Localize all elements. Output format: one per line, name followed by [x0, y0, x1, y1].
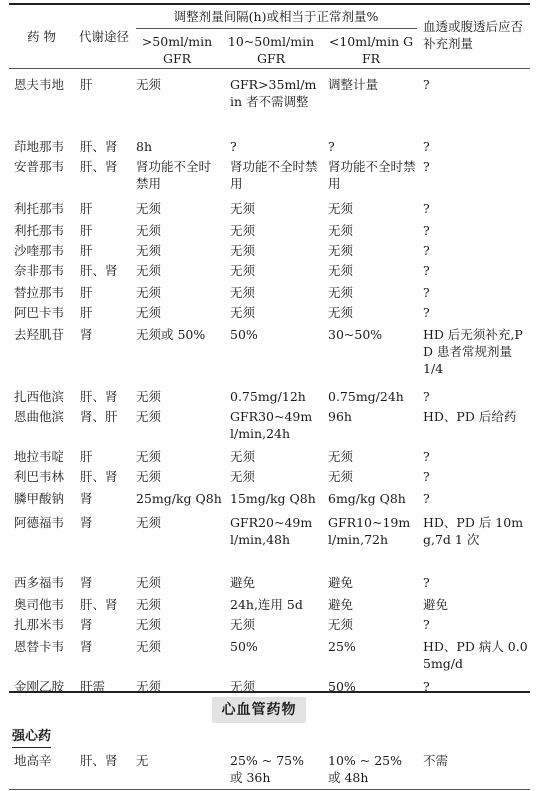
cell-c1: 无须: [136, 201, 162, 216]
cell-c2: 无须: [230, 679, 256, 694]
cell-c2: 24h,连用 5d: [230, 597, 303, 612]
cell-c1: 无须: [136, 305, 162, 320]
cell-c3: 无须: [328, 223, 354, 238]
cell-drug: 沙喹那韦: [14, 243, 65, 258]
cell-c3: 避免: [328, 575, 354, 590]
cell-c1: 肾功能不全时禁用: [136, 159, 212, 191]
cell-d: 避免: [423, 597, 449, 612]
section-title: 心血管药物: [212, 697, 306, 723]
cell-c2: 15mg/kg Q8h: [230, 491, 316, 506]
cell-c1: 无须: [136, 515, 162, 530]
table-top-rule: [9, 3, 530, 5]
cell-route: 肝: [80, 223, 93, 238]
header-dose-span: 调整剂量间隔(h)或相当于正常剂量%: [173, 9, 379, 24]
cell-drug: 奥司他韦: [14, 597, 65, 612]
cell-drug: 扎西他滨: [14, 389, 65, 404]
cell-route: 肝: [80, 77, 93, 92]
cell-route: 肾: [80, 575, 93, 590]
cell-c2: 50%: [230, 639, 258, 654]
cell-route: 肝: [80, 201, 93, 216]
cell-c2: 肾功能不全时禁用: [230, 159, 318, 191]
cell-d: ?: [423, 389, 430, 404]
cell-c1: 8h: [136, 139, 153, 154]
cell-d: ?: [423, 305, 430, 320]
cell-c2: 50%: [230, 327, 258, 342]
header-drug: 药 物: [27, 29, 56, 44]
cell-c3: 调整计量: [328, 77, 379, 92]
cell-drug: 茚地那韦: [14, 139, 65, 154]
cell-drug: 安普那韦: [14, 159, 65, 174]
cell-route: 肾: [80, 327, 93, 342]
cell-d: ?: [423, 285, 430, 300]
cell-c3: 无须: [328, 263, 354, 278]
last-row-gfr-low: 10% ~ 25% 或 48h: [328, 753, 402, 785]
cell-d: ?: [423, 223, 430, 238]
cell-drug: 利托那韦: [14, 201, 65, 216]
cell-d: HD、PD 后 10mg,7d 1 次: [423, 515, 524, 547]
cell-route: 肝、肾: [80, 139, 118, 154]
header-route: 代谢途径: [78, 29, 129, 44]
final-rule: [9, 789, 530, 790]
cell-d: ?: [423, 243, 430, 258]
cell-route: 肾、肝: [80, 409, 118, 424]
cell-route: 肝: [80, 285, 93, 300]
cell-drug: 去羟肌苷: [14, 327, 65, 342]
cell-c2: GFR30~49ml/min,24h: [230, 409, 313, 441]
cell-route: 肾: [80, 617, 93, 632]
last-row-dialysis: 不需: [423, 753, 449, 768]
cell-drug: 恩夫韦地: [14, 77, 65, 92]
cell-drug: 恩曲他滨: [14, 409, 65, 424]
cell-drug: 奈非那韦: [14, 263, 65, 278]
cell-c2: GFR20~49ml/min,48h: [230, 515, 313, 547]
cell-c1: 无须: [136, 77, 162, 92]
cell-c1: 无须: [136, 639, 162, 654]
header-gfr-high: >50ml/min GFR: [141, 34, 213, 66]
cell-c2: 无须: [230, 285, 256, 300]
cell-c2: 无须: [230, 243, 256, 258]
cell-c2: GFR>35ml/min 者不需调整: [230, 77, 317, 109]
cell-drug: 利托那韦: [14, 223, 65, 238]
cell-c2: 无须: [230, 263, 256, 278]
header-gfr-mid: 10~50ml/min GFR: [227, 34, 315, 66]
cell-route: 肾: [80, 491, 93, 506]
cell-drug: 阿巴卡韦: [14, 305, 65, 320]
last-row-gfr-mid: 25% ~ 75% 或 36h: [230, 753, 304, 785]
cell-d: ?: [423, 449, 430, 464]
cell-d: ?: [423, 201, 430, 216]
cell-c1: 无须: [136, 449, 162, 464]
cell-c3: 无须: [328, 305, 354, 320]
cell-d: ?: [423, 77, 430, 92]
cell-c1: 无须: [136, 679, 162, 694]
cell-route: 肝: [80, 243, 93, 258]
cell-c3: 肾功能不全时禁用: [328, 159, 416, 191]
cell-drug: 替拉那韦: [14, 285, 65, 300]
cell-c2: 无须: [230, 223, 256, 238]
cell-route: 肝、肾: [80, 389, 118, 404]
last-row-route: 肝、肾: [80, 753, 118, 768]
cell-c2: 无须: [230, 305, 256, 320]
cell-c2: 无须: [230, 449, 256, 464]
cell-c2: 无须: [230, 201, 256, 216]
cell-d: ?: [423, 159, 430, 174]
cell-c1: 无须: [136, 263, 162, 278]
cell-c1: 25mg/kg Q8h: [136, 491, 222, 506]
cell-c3: 96h: [328, 409, 352, 424]
header-gfr-low: <10ml/min GFR: [328, 34, 414, 66]
last-row-drug: 地高辛: [14, 753, 52, 768]
cell-drug: 恩替卡韦: [14, 639, 65, 654]
cell-d: HD 后无须补充,PD 患者常规剂量 1/4: [423, 327, 523, 376]
cell-c3: 无须: [328, 285, 354, 300]
cell-d: HD、PD 病人 0.05mg/d: [423, 639, 528, 671]
cell-route: 肝需: [80, 679, 106, 694]
cell-c3: 6mg/kg Q8h: [328, 491, 406, 506]
cell-route: 肝、肾: [80, 159, 118, 174]
cell-drug: 金刚乙胺: [14, 679, 65, 694]
header-dialysis: 血透或腹透后应否补充剂量: [423, 19, 524, 51]
cell-d: ?: [423, 469, 430, 484]
cell-c2: 无须: [230, 617, 256, 632]
cell-route: 肝、肾: [80, 597, 118, 612]
cell-d: ?: [423, 617, 430, 632]
cell-d: ?: [423, 491, 430, 506]
cell-d: ?: [423, 679, 430, 694]
cell-c3: 无须: [328, 449, 354, 464]
cell-c3: 30~50%: [328, 327, 383, 342]
cell-route: 肾: [80, 639, 93, 654]
cell-c3: ?: [328, 139, 335, 154]
header-span-rule: [136, 28, 417, 29]
header-bottom-rule: [9, 68, 530, 69]
cell-c3: 无须: [328, 243, 354, 258]
cell-drug: 阿德福韦: [14, 515, 65, 530]
cell-c1: 无须: [136, 389, 162, 404]
cell-drug: 西多福韦: [14, 575, 65, 590]
cell-route: 肝: [80, 449, 93, 464]
cell-c1: 无须: [136, 243, 162, 258]
cell-route: 肝、肾: [80, 263, 118, 278]
cell-c3: 0.75mg/24h: [328, 389, 404, 404]
cell-c3: 50%: [328, 679, 356, 694]
cell-drug: 扎那米韦: [14, 617, 65, 632]
cell-c2: 避免: [230, 575, 256, 590]
cell-c2: 无须: [230, 469, 256, 484]
cell-route: 肝、肾: [80, 469, 118, 484]
cell-c1: 无须: [136, 223, 162, 238]
cell-c2: 0.75mg/12h: [230, 389, 306, 404]
cell-d: HD、PD 后给药: [423, 409, 517, 424]
subheading: 强心药: [12, 729, 51, 748]
cell-d: ?: [423, 575, 430, 590]
cell-c1: 无须或 50%: [136, 327, 206, 342]
cell-c1: 无须: [136, 575, 162, 590]
cell-c1: 无须: [136, 597, 162, 612]
cell-c3: 避免: [328, 597, 354, 612]
cell-drug: 地拉韦啶: [14, 449, 65, 464]
cell-c3: 无须: [328, 469, 354, 484]
cell-c1: 无须: [136, 409, 162, 424]
cell-drug: 膦甲酸钠: [14, 491, 65, 506]
cell-route: 肾: [80, 515, 93, 530]
last-row-gfr-high: 无: [136, 753, 149, 768]
cell-c1: 无须: [136, 617, 162, 632]
cell-c3: 无须: [328, 201, 354, 216]
cell-route: 肝: [80, 305, 93, 320]
cell-c1: 无须: [136, 285, 162, 300]
cell-c3: GFR10~19ml/min,72h: [328, 515, 411, 547]
cell-d: ?: [423, 139, 430, 154]
cell-c3: 无须: [328, 617, 354, 632]
cell-drug: 利巴韦林: [14, 469, 65, 484]
cell-c3: 25%: [328, 639, 356, 654]
cell-d: ?: [423, 263, 430, 278]
cell-c2: ?: [230, 139, 237, 154]
cell-c1: 无须: [136, 469, 162, 484]
